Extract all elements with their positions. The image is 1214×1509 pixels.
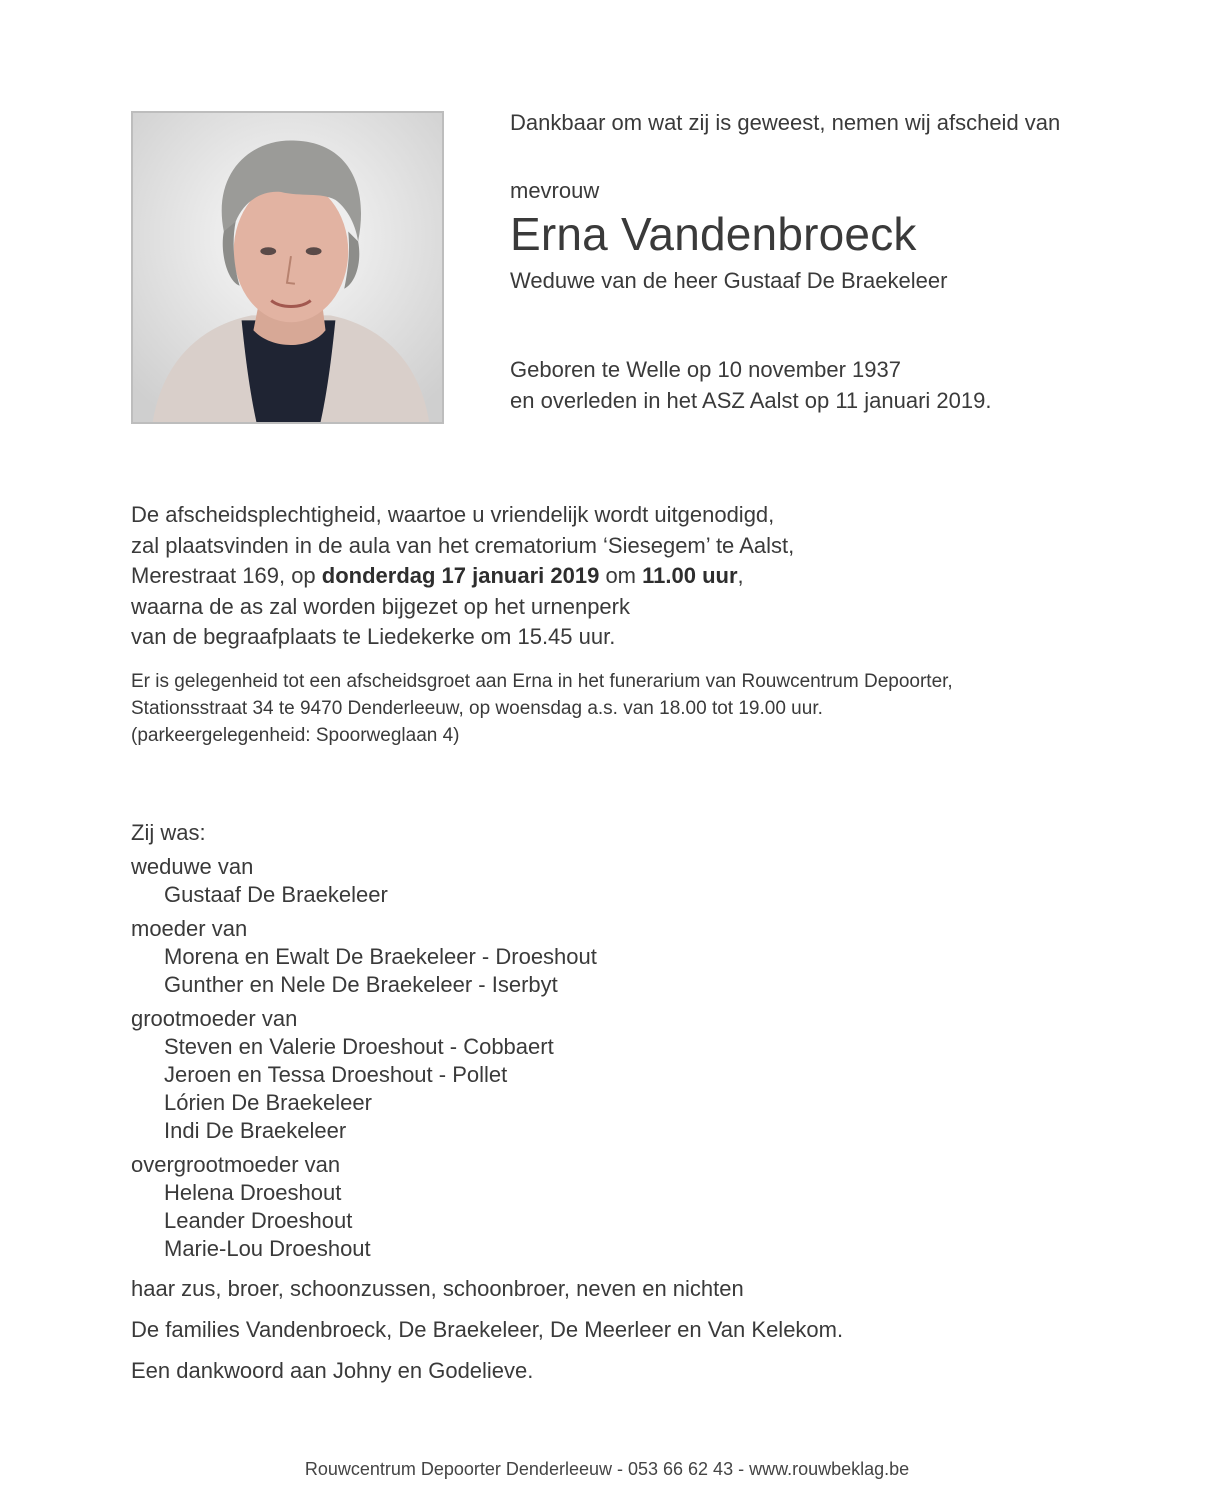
ceremony-line: zal plaatsvinden in de aula van het crematorium ‘Siesegem’ te Aalst, [131, 532, 795, 558]
portrait-photo [131, 111, 444, 424]
life-dates [510, 354, 1190, 416]
ceremony-details [131, 500, 1131, 653]
relation-label: grootmoeder van [131, 1006, 298, 1031]
family-heading: Zij was: [131, 820, 206, 845]
salutation: mevrouw [510, 178, 600, 203]
visitation-details [131, 668, 1131, 749]
ceremony-address: Merestraat 169, op [131, 563, 322, 588]
family-member: Helena Droeshout [164, 1180, 342, 1205]
intro-text: Dankbaar om wat zij is geweest, nemen wij afscheid van [510, 110, 1061, 135]
relatives-line: haar zus, broer, schoonzussen, schoonbroer, neven en nichten [131, 1276, 744, 1301]
visitation-line: Stationsstraat 34 te 9470 Denderleeuw, op woensdag a.s. van 18.00 tot 19.00 uur. [131, 698, 823, 719]
ceremony-line: van de begraafplaats te Liedekerke om 15.45 uur. [131, 624, 616, 649]
family-member: Morena en Ewalt De Braekeleer - Droeshout [164, 944, 597, 969]
ceremony-time: 11.00 uur [642, 563, 738, 588]
family-member: Steven en Valerie Droeshout - Cobbaert [164, 1034, 554, 1059]
announcement-header [510, 108, 1190, 416]
visitation-line: Er is gelegenheid tot een afscheidsgroet aan Erna in het funerarium van Rouwcentrum Depoorter, [131, 671, 953, 692]
family-member: Jeroen en Tessa Droeshout - Pollet [164, 1062, 508, 1087]
ceremony-date: donderdag 17 januari 2019 [321, 563, 600, 588]
family-member: Indi De Braekeleer [164, 1118, 347, 1143]
relation-group [131, 1151, 1131, 1263]
ceremony-line: De afscheidsplechtigheid, waartoe u vriendelijk wordt uitgenodigd, [131, 502, 775, 527]
families-line: De families Vandenbroeck, De Braekeleer, De Meerleer en Van Kelekom. [131, 1317, 844, 1342]
relation-group [131, 1005, 1131, 1145]
spouse-line: Weduwe van de heer Gustaaf De Braekeleer [510, 268, 948, 293]
ceremony-line [131, 561, 1131, 592]
relation-label: weduwe van [131, 854, 254, 879]
family-member: Marie-Lou Droeshout [164, 1236, 371, 1261]
relation-label: overgrootmoeder van [131, 1152, 341, 1177]
relation-label: moeder van [131, 916, 248, 941]
birth-line: Geboren te Welle op 10 november 1937 [510, 357, 901, 382]
ceremony-connector: om [599, 563, 643, 588]
family-member: Gustaaf De Braekeleer [164, 882, 388, 907]
family-list [131, 819, 1131, 1269]
relation-group [131, 915, 1131, 999]
thanks-line: Een dankwoord aan Johny en Godelieve. [131, 1358, 534, 1383]
ceremony-line: waarna de as zal worden bijgezet op het urnenperk [131, 593, 630, 619]
family-member: Lórien De Braekeleer [164, 1090, 372, 1115]
ceremony-comma: , [737, 563, 744, 588]
death-line: en overleden in het ASZ Aalst op 11 januari 2019. [510, 388, 992, 413]
relation-group [131, 853, 1131, 909]
family-member: Gunther en Nele De Braekeleer - Iserbyt [164, 972, 558, 997]
portrait-illustration [133, 113, 442, 422]
closing-section [131, 1275, 843, 1398]
visitation-line: (parkeergelegenheid: Spoorweglaan 4) [131, 725, 460, 746]
footer-contact: Rouwcentrum Depoorter Denderleeuw - 053 66 62 43 - www.rouwbeklag.be [304, 1459, 910, 1479]
family-member: Leander Droeshout [164, 1208, 353, 1233]
deceased-name: Erna Vandenbroeck [510, 208, 917, 260]
